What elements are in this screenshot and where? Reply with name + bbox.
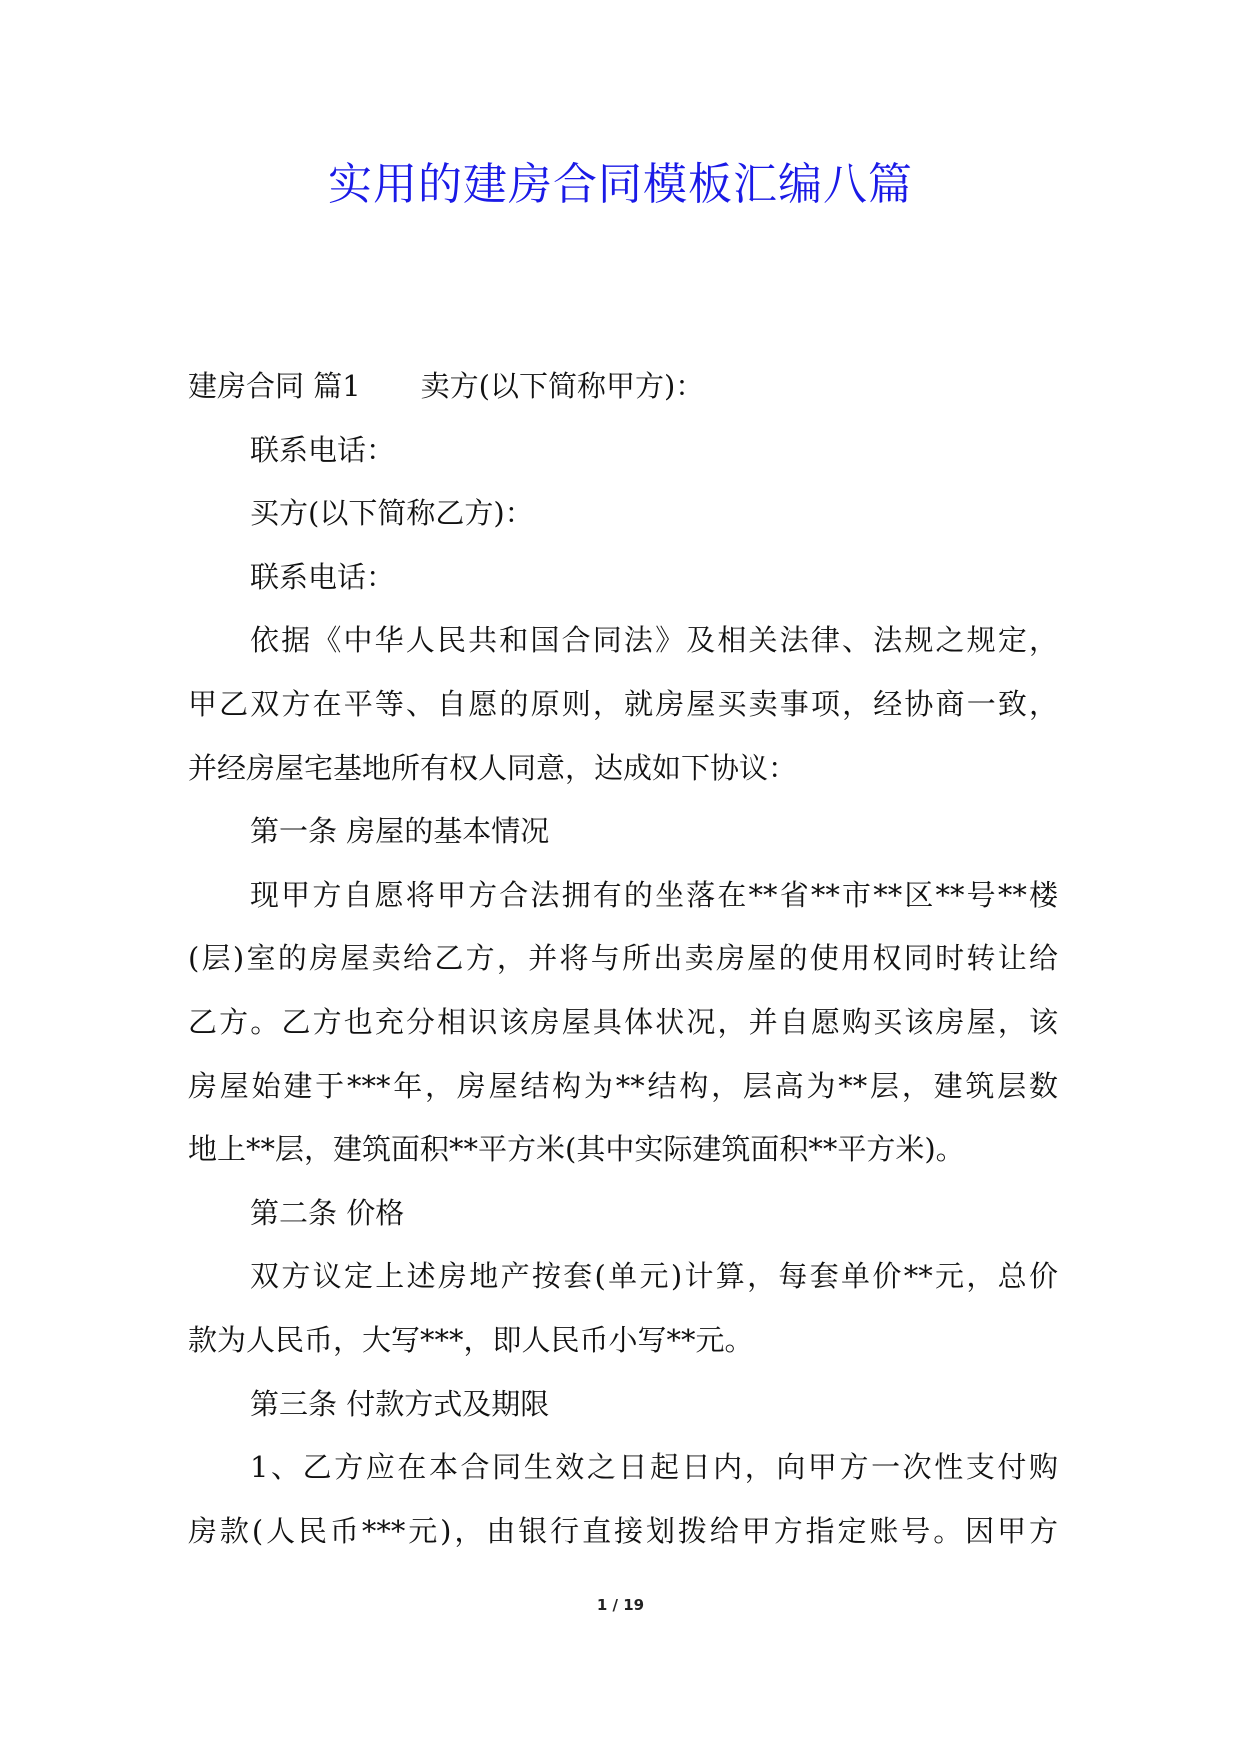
document-title: 实用的建房合同模板汇编八篇 xyxy=(328,159,913,210)
text-line-1 xyxy=(188,355,1058,419)
article-2-heading: 第二条 价格 xyxy=(250,1195,405,1230)
text-line-9: 现甲方自愿将甲方合法拥有的坐落在**省**市**区**号**楼 xyxy=(250,877,1058,912)
text-line-18: 1、乙方应在本合同生效之日起日内，向甲方一次性支付购 xyxy=(250,1450,1058,1485)
page-number: 1 / 19 xyxy=(596,1596,645,1614)
text-line-19: 房款(人民币***元)，由银行直接划拨给甲方指定账号。因甲方 xyxy=(188,1513,1058,1548)
document-body xyxy=(188,355,1058,1563)
text-line-11: 乙方。乙方也充分相识该房屋具体状况，并自愿购买该房屋，该 xyxy=(188,1004,1058,1039)
text-line-6: 甲乙双方在平等、自愿的原则，就房屋买卖事项，经协商一致， xyxy=(188,686,1058,721)
text-line-15: 双方议定上述房地产按套(单元)计算，每套单价**元，总价 xyxy=(250,1259,1058,1294)
article-1-heading: 第一条 房屋的基本情况 xyxy=(250,814,550,849)
text-line-3: 买方(以下简称乙方)： xyxy=(250,496,534,531)
text-line-2: 联系电话： xyxy=(250,432,396,467)
text-line-16: 款为人民币，大写***，即人民币小写**元。 xyxy=(188,1322,754,1357)
text-line-7: 并经房屋宅基地所有权人同意，达成如下协议： xyxy=(188,750,798,785)
article-3-heading: 第三条 付款方式及期限 xyxy=(250,1386,550,1421)
text-line-5: 依据《中华人民共和国合同法》及相关法律、法规之规定， xyxy=(250,623,1058,658)
seller-label: 卖方(以下简称甲方)： xyxy=(420,369,705,403)
text-line-13: 地上**层，建筑面积**平方米(其中实际建筑面积**平方米)。 xyxy=(188,1132,965,1167)
text-line-12: 房屋始建于***年，房屋结构为**结构，层高为**层，建筑层数 xyxy=(188,1068,1058,1103)
section-heading-1: 建房合同 篇1 xyxy=(188,369,361,403)
text-line-10: (层)室的房屋卖给乙方，并将与所出卖房屋的使用权同时转让给 xyxy=(188,941,1058,976)
text-line-4: 联系电话： xyxy=(250,559,396,594)
